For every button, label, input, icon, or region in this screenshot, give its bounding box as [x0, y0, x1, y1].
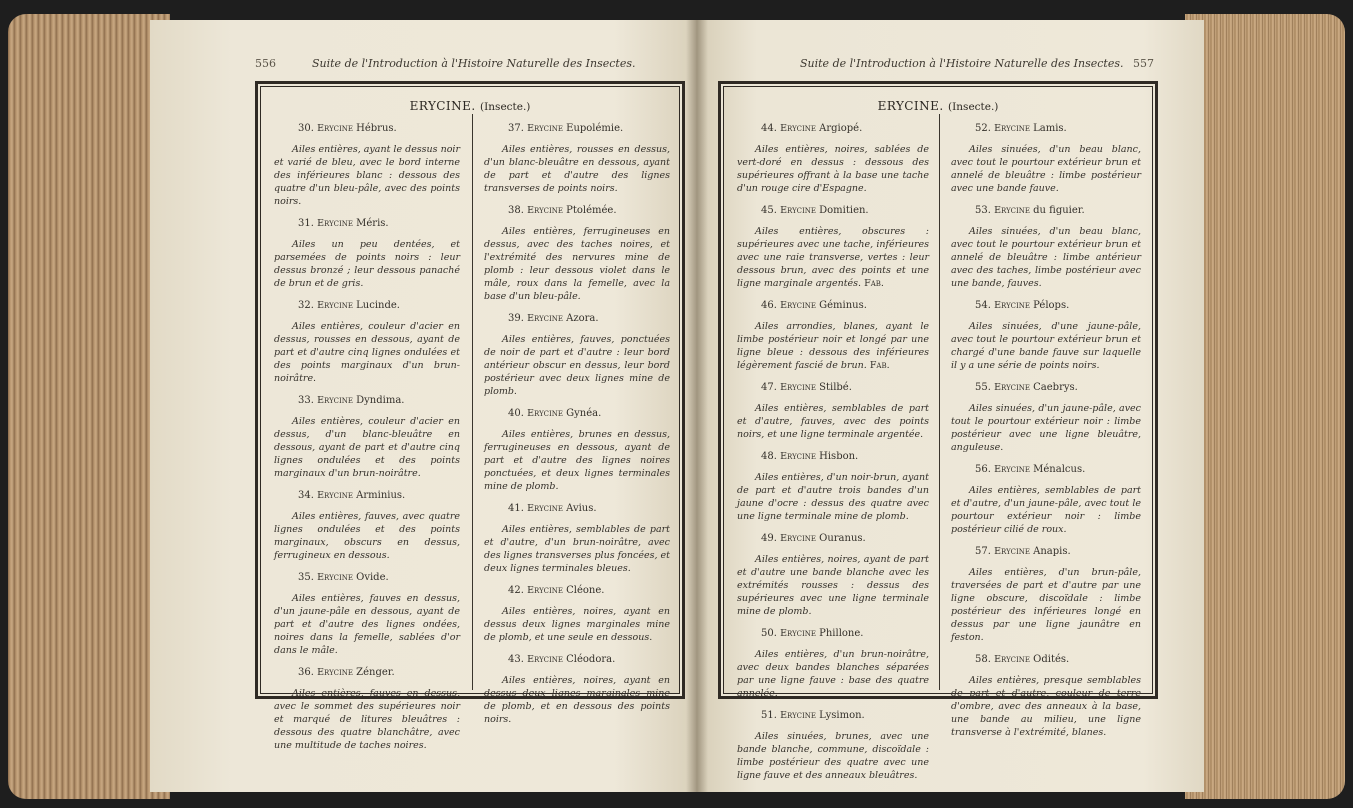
- species-entry: [274, 666, 460, 752]
- species-number: 51.: [761, 710, 777, 721]
- genus-name: Erycine: [317, 395, 353, 406]
- species-name: Stilbé.: [819, 382, 852, 393]
- species-name: Hébrus.: [356, 123, 397, 134]
- species-number: 36.: [298, 667, 314, 678]
- species-entry: [737, 709, 929, 782]
- genus-name: Erycine: [780, 533, 816, 544]
- right-column-1: [737, 122, 929, 791]
- right-column-rule: [939, 114, 940, 690]
- species-entry: [737, 627, 929, 700]
- species-number: 53.: [975, 205, 991, 216]
- left-column-2: [484, 122, 670, 735]
- species-heading: [274, 299, 460, 312]
- species-number: 54.: [975, 300, 991, 311]
- species-entry: [274, 394, 460, 480]
- species-heading: [951, 545, 1141, 558]
- left-column-rule: [472, 114, 473, 690]
- species-heading: [484, 204, 670, 217]
- right-column-2: [951, 122, 1141, 748]
- species-name: Phillone.: [819, 628, 864, 639]
- species-name: Argiopé.: [819, 123, 863, 134]
- species-heading: [951, 463, 1141, 476]
- species-description: [951, 402, 1141, 454]
- species-heading: [951, 299, 1141, 312]
- genus-name: Erycine: [994, 464, 1030, 475]
- species-number: 37.: [508, 123, 524, 134]
- species-description: [484, 225, 670, 303]
- description-text: Ailes entières, noires, ayant en dessus deux lignes marginales mine de plomb, et une seule en dessous.: [484, 606, 670, 643]
- description-text: Ailes entières, rousses en dessus, d'un blanc-bleuâtre en dessous, ayant de part et d'autre des lignes transverses de points noirs.: [484, 144, 670, 194]
- species-description: [274, 415, 460, 480]
- species-heading: [951, 381, 1141, 394]
- description-text: Ailes entières, couleur d'acier en dessus, rousses en dessous, ayant de part et d'autre cinq lignes ondulées et des points marginaux d'un brun-noirâtre.: [274, 321, 460, 384]
- species-name: Dyndima.: [356, 395, 405, 406]
- species-name: Ménalcus.: [1033, 464, 1086, 475]
- right-page-edges: [1185, 14, 1345, 799]
- genus-name: Erycine: [317, 667, 353, 678]
- species-number: 56.: [975, 464, 991, 475]
- species-description: [737, 730, 929, 782]
- genus-name: Erycine: [780, 123, 816, 134]
- description-text: Ailes entières, ferrugineuses en dessus, avec des taches noires, et l'extrémité des nervures mine de plomb : leur dessous violet dans le mâle, roux dans la femelle, avec la base d'un bleu-pâle.: [484, 226, 670, 302]
- description-text: Ailes entières, ayant le dessus noir et varié de bleu, avec le bord interne des inférieures blanc : dessous des quatre d'un bleu-pâle, avec des points noirs.: [274, 144, 460, 207]
- species-heading: [951, 122, 1141, 135]
- species-name: Ptolémée.: [566, 205, 617, 216]
- species-heading: [737, 627, 929, 640]
- species-description: [737, 225, 929, 290]
- species-description: [737, 471, 929, 523]
- species-description: [737, 320, 929, 372]
- description-text: Ailes entières, fauves en dessus, d'un jaune-pâle en dessous, ayant de part et d'autre des lignes ondées, noires dans la femelle, sablées d'or dans le mâle.: [274, 593, 460, 656]
- species-number: 30.: [298, 123, 314, 134]
- species-description: [484, 143, 670, 195]
- species-name: Cléone.: [566, 585, 605, 596]
- description-text: Ailes sinuées, d'une jaune-pâle, avec tout le pourtour extérieur brun et chargé d'une bande fauve sur laquelle il y a une série de points noirs.: [951, 321, 1141, 371]
- left-frame-title: [258, 99, 682, 113]
- species-number: 48.: [761, 451, 777, 462]
- species-entry: [951, 653, 1141, 739]
- species-description: [484, 333, 670, 398]
- right-frame: [718, 81, 1158, 781]
- species-entry: [274, 122, 460, 208]
- species-heading: [484, 312, 670, 325]
- species-description: [274, 592, 460, 657]
- species-name: Odités.: [1033, 654, 1070, 665]
- species-number: 57.: [975, 546, 991, 557]
- species-number: 41.: [508, 503, 524, 514]
- species-number: 32.: [298, 300, 314, 311]
- species-heading: [737, 299, 929, 312]
- description-text: Ailes entières, d'un brun-noirâtre, avec deux bandes blanches séparées par une ligne fauve : base des quatre annelée.: [737, 649, 929, 699]
- description-text: Ailes entières, semblables de part et d'autre, fauves, avec des points noirs, et une ligne terminale argentée.: [737, 403, 929, 440]
- species-entry: [951, 381, 1141, 454]
- species-number: 55.: [975, 382, 991, 393]
- species-description: [484, 428, 670, 493]
- species-number: 44.: [761, 123, 777, 134]
- species-entry: [484, 653, 670, 726]
- genus-name: Erycine: [527, 654, 563, 665]
- left-running-head: Suite de l'Introduction à l'Histoire Naturelle des Insectes.: [312, 57, 636, 70]
- left-title: ERYCINE.: [409, 99, 476, 113]
- species-name: Ovide.: [356, 572, 389, 583]
- description-text: Ailes entières, presque semblables de part et d'autre, couleur de terre d'ombre, avec des anneaux à la base, une bande au milieu, une ligne transverse à l'extrémité, blanes.: [951, 675, 1141, 738]
- species-number: 42.: [508, 585, 524, 596]
- species-description: [737, 402, 929, 441]
- species-name: Avius.: [566, 503, 597, 514]
- species-entry: [274, 489, 460, 562]
- species-entry: [484, 204, 670, 303]
- species-name: Ouranus.: [819, 533, 866, 544]
- species-heading: [274, 571, 460, 584]
- species-name: Azora.: [566, 313, 599, 324]
- genus-name: Erycine: [994, 654, 1030, 665]
- species-entry: [737, 299, 929, 372]
- genus-name: Erycine: [780, 628, 816, 639]
- genus-name: Erycine: [780, 205, 816, 216]
- description-text: Ailes entières, fauves, avec quatre lignes ondulées et des points marginaux, obscurs en dessus, ferrugineux en dessous.: [274, 511, 460, 561]
- species-heading: [484, 407, 670, 420]
- species-heading: [274, 122, 460, 135]
- species-heading: [951, 204, 1141, 217]
- species-number: 35.: [298, 572, 314, 583]
- species-name: Zénger.: [356, 667, 395, 678]
- species-number: 46.: [761, 300, 777, 311]
- species-entry: [951, 299, 1141, 372]
- species-name: Cléodora.: [566, 654, 616, 665]
- left-page-number: 556: [255, 57, 276, 70]
- genus-name: Erycine: [780, 382, 816, 393]
- description-text: Ailes entières, semblables de part et d'autre, d'un brun-noirâtre, avec des lignes transverses plus foncées, et deux lignes terminales bleues.: [484, 524, 670, 574]
- description-text: Ailes sinuées, d'un jaune-pâle, avec tout le pourtour extérieur noir : limbe postérieur avec une ligne bleuâtre, anguleuse.: [951, 403, 1141, 453]
- genus-name: Erycine: [317, 490, 353, 501]
- description-text: Ailes entières, noires, ayant de part et d'autre une bande blanche avec les extrémités rousses : dessus des supérieures avec une ligne terminale mine de plomb.: [737, 554, 929, 617]
- species-number: 38.: [508, 205, 524, 216]
- species-heading: [737, 381, 929, 394]
- species-number: 40.: [508, 408, 524, 419]
- species-description: [484, 605, 670, 644]
- species-number: 39.: [508, 313, 524, 324]
- species-heading: [737, 204, 929, 217]
- description-text: Ailes sinuées, brunes, avec une bande blanche, commune, discoïdale : limbe postérieur des quatre avec une ligne fauve et des anneaux bleuâtres.: [737, 731, 929, 781]
- species-name: Caebrys.: [1033, 382, 1078, 393]
- left-subtitle: (Insecte.): [480, 101, 531, 113]
- description-text: Ailes sinuées, d'un beau blanc, avec tout le pourtour extérieur brun et annelé de bleuâtre : limbe postérieur avec une bande fauve.: [951, 144, 1141, 194]
- species-heading: [484, 122, 670, 135]
- genus-name: Erycine: [317, 572, 353, 583]
- species-heading: [274, 489, 460, 502]
- species-entry: [484, 312, 670, 398]
- genus-name: Erycine: [527, 123, 563, 134]
- species-heading: [737, 709, 929, 722]
- genus-name: Erycine: [317, 218, 353, 229]
- species-number: 43.: [508, 654, 524, 665]
- species-entry: [484, 584, 670, 644]
- genus-name: Erycine: [994, 205, 1030, 216]
- right-frame-title: [721, 99, 1155, 113]
- species-description: [951, 320, 1141, 372]
- description-text: Ailes entières, d'un noir-brun, ayant de part et d'autre trois bandes d'un jaune d'ocre : dessus des quatre avec une ligne terminale mine de plomb.: [737, 472, 929, 522]
- species-number: 34.: [298, 490, 314, 501]
- species-description: [951, 566, 1141, 644]
- species-description: [951, 225, 1141, 290]
- right-title: ERYCINE.: [877, 99, 944, 113]
- species-description: [737, 143, 929, 195]
- genus-name: Erycine: [994, 300, 1030, 311]
- species-description: [274, 687, 460, 752]
- species-description: [951, 674, 1141, 739]
- description-text: Ailes entières, obscures : supérieures avec une tache, inférieures avec une raie transverse, vertes : leur dessous brun, avec des points et une ligne marginale argentés.: [737, 226, 929, 289]
- description-text: Ailes entières, d'un brun-pâle, traversées de part et d'autre par une ligne obscure, discoïdale : limbe postérieur des inférieures longé en dessus par une ligne jaunâtre en feston.: [951, 567, 1141, 643]
- species-entry: [951, 463, 1141, 536]
- species-heading: [274, 394, 460, 407]
- genus-name: Erycine: [994, 546, 1030, 557]
- genus-name: Erycine: [780, 710, 816, 721]
- genus-name: Erycine: [527, 205, 563, 216]
- species-name: Anapis.: [1033, 546, 1071, 557]
- left-page-edges: [8, 14, 170, 799]
- genus-name: Erycine: [994, 382, 1030, 393]
- species-description: [274, 238, 460, 290]
- genus-name: Erycine: [994, 123, 1030, 134]
- description-text: Ailes un peu dentées, et parsemées de points noirs : leur dessus bronzé ; leur dessous panaché de brun et de gris.: [274, 239, 460, 289]
- species-heading: [274, 217, 460, 230]
- genus-name: Erycine: [527, 408, 563, 419]
- description-text: Ailes entières, couleur d'acier en dessus, d'un blanc-bleuâtre en dessous, ayant de part et d'autre cinq lignes ondulées et des points marginaux d'un brun-noirâtre.: [274, 416, 460, 479]
- species-heading: [737, 122, 929, 135]
- species-entry: [274, 217, 460, 290]
- species-entry: [737, 532, 929, 618]
- author-citation: Fab.: [869, 360, 890, 371]
- species-entry: [274, 571, 460, 657]
- description-text: Ailes arrondies, blanes, ayant le limbe postérieur noir et longé par une ligne bleue : dessous des inférieures légèrement fascié de brun.: [737, 321, 929, 371]
- species-name: Eupolémie.: [566, 123, 624, 134]
- genus-name: Erycine: [317, 300, 353, 311]
- species-description: [737, 553, 929, 618]
- right-running-head: Suite de l'Introduction à l'Histoire Naturelle des Insectes.: [800, 57, 1124, 70]
- species-heading: [484, 653, 670, 666]
- genus-name: Erycine: [527, 503, 563, 514]
- description-text: Ailes entières, fauves en dessus, avec le sommet des supérieures noir et marqué de litures bleuâtres : dessous des quatre blanchâtre, avec une multitude de taches noires.: [274, 688, 460, 751]
- species-entry: [484, 502, 670, 575]
- species-name: Pélops.: [1033, 300, 1070, 311]
- species-name: Gynéa.: [566, 408, 602, 419]
- species-number: 52.: [975, 123, 991, 134]
- species-name: Domitien.: [819, 205, 869, 216]
- species-heading: [484, 502, 670, 515]
- description-text: Ailes entières, brunes en dessus, ferrugineuses en dessous, ayant de part et d'autre des lignes noires ponctuées, et deux lignes terminales mine de plomb.: [484, 429, 670, 492]
- species-number: 47.: [761, 382, 777, 393]
- species-name: Lysimon.: [819, 710, 865, 721]
- genus-name: Erycine: [527, 313, 563, 324]
- species-number: 58.: [975, 654, 991, 665]
- species-number: 50.: [761, 628, 777, 639]
- description-text: Ailes entières, noires, ayant en dessus deux lignes marginales mine de plomb, et en dessous des points noirs.: [484, 675, 670, 725]
- species-entry: [737, 381, 929, 441]
- species-entry: [737, 122, 929, 195]
- species-description: [274, 510, 460, 562]
- book-gutter: [686, 20, 708, 792]
- species-entry: [484, 407, 670, 493]
- species-heading: [484, 584, 670, 597]
- species-description: [484, 523, 670, 575]
- species-name: Hisbon.: [819, 451, 859, 462]
- author-citation: Fab.: [864, 278, 884, 289]
- species-entry: [951, 204, 1141, 290]
- genus-name: Erycine: [527, 585, 563, 596]
- species-entry: [951, 545, 1141, 644]
- species-heading: [737, 532, 929, 545]
- species-number: 31.: [298, 218, 314, 229]
- species-number: 49.: [761, 533, 777, 544]
- genus-name: Erycine: [780, 451, 816, 462]
- genus-name: Erycine: [317, 123, 353, 134]
- species-entry: [951, 122, 1141, 195]
- species-heading: [274, 666, 460, 679]
- description-text: Ailes sinuées, d'un beau blanc, avec tout le pourtour extérieur brun et annelé de bleuâtre : limbe antérieur avec des taches, limbe postérieur avec une bande, fauves.: [951, 226, 1141, 289]
- species-name: du figuier.: [1033, 205, 1085, 216]
- left-column-1: [274, 122, 460, 761]
- species-name: Arminius.: [356, 490, 406, 501]
- species-heading: [737, 450, 929, 463]
- description-text: Ailes entières, semblables de part et d'autre, d'un jaune-pâle, avec tout le pourtour extérieur noir : limbe postérieur cilié de roux.: [951, 485, 1141, 535]
- species-name: Méris.: [356, 218, 389, 229]
- species-name: Géminus.: [819, 300, 867, 311]
- species-entry: [737, 204, 929, 290]
- species-description: [951, 484, 1141, 536]
- description-text: Ailes entières, fauves, ponctuées de noir de part et d'autre : leur bord antérieur obscur en dessus, leur bord postérieur avec deux lignes mine de plomb.: [484, 334, 670, 397]
- species-entry: [274, 299, 460, 385]
- description-text: Ailes entières, noires, sablées de vert-doré en dessus : dessous des supérieures offrant à la base une tache d'un rouge cire d'Espagne.: [737, 144, 929, 194]
- species-entry: [737, 450, 929, 523]
- genus-name: Erycine: [780, 300, 816, 311]
- species-heading: [951, 653, 1141, 666]
- species-entry: [484, 122, 670, 195]
- species-name: Lamis.: [1033, 123, 1067, 134]
- species-description: [737, 648, 929, 700]
- right-page-number: 557: [1133, 57, 1154, 70]
- species-name: Lucinde.: [356, 300, 400, 311]
- species-description: [274, 143, 460, 208]
- species-description: [484, 674, 670, 726]
- species-description: [274, 320, 460, 385]
- right-subtitle: (Insecte.): [948, 101, 999, 113]
- species-number: 45.: [761, 205, 777, 216]
- species-description: [951, 143, 1141, 195]
- species-number: 33.: [298, 395, 314, 406]
- left-frame: [255, 81, 685, 751]
